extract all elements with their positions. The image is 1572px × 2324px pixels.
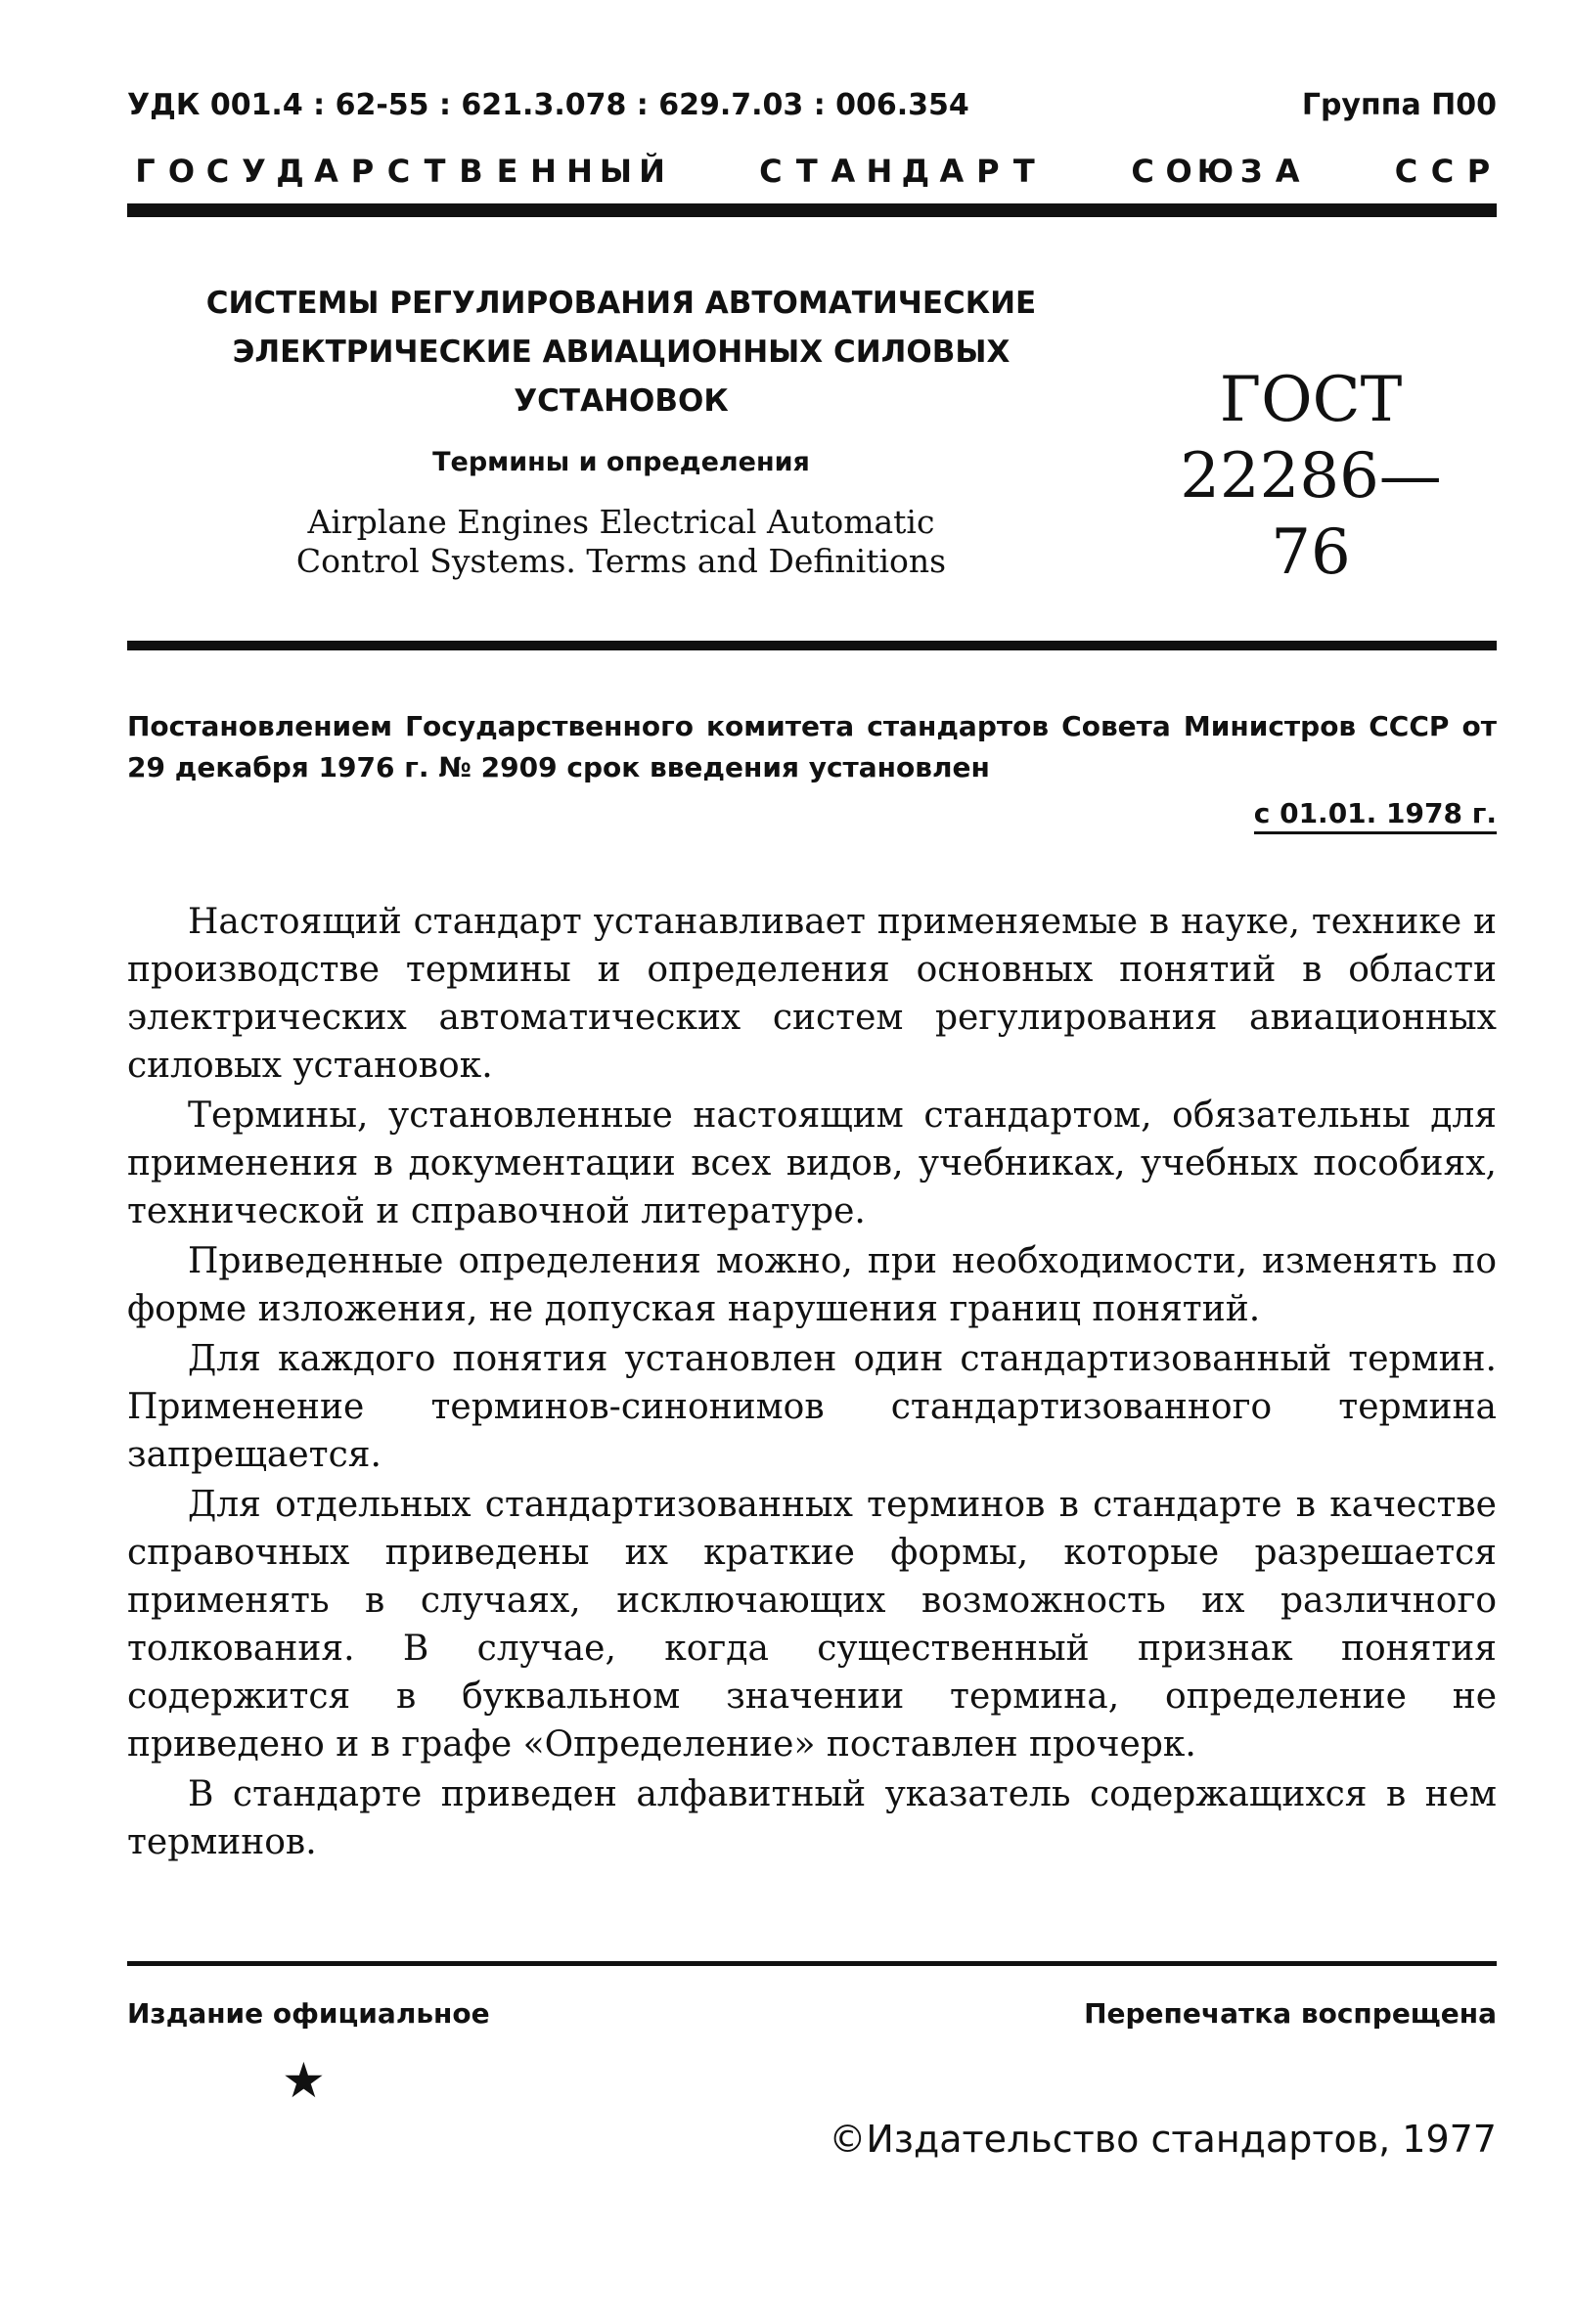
top-rule xyxy=(127,203,1497,217)
publisher-copyright: ©Издательство стандартов, 1977 xyxy=(829,2118,1497,2161)
state-standard-banner xyxy=(127,153,1497,190)
group-code: Группа П00 xyxy=(1301,88,1497,122)
title-en-line2: Control Systems. Terms and Definitions xyxy=(295,542,947,580)
official-edition-label: Издание официальное xyxy=(127,1997,490,2030)
paragraph: Термины, установленные настоящим стандартом, обязательны для применения в документации всех видов, учебниках, учебных пособиях, технической и справочной литературе. xyxy=(127,1095,1497,1231)
title-ru-line3: УСТАНОВОК xyxy=(514,383,729,419)
paragraph: Приведенные определения можно, при необходимости, изменять по форме изложения, не допуская нарушения границ понятий. xyxy=(127,1241,1497,1329)
title-en-line1: Airplane Engines Electrical Automatic xyxy=(307,503,935,541)
header-line xyxy=(127,88,1497,122)
gost-label: ГОСТ xyxy=(1219,364,1403,436)
banner-word-4: С С Р xyxy=(1394,153,1491,190)
title-ru-line2: ЭЛЕКТРИЧЕСКИЕ АВИАЦИОННЫХ СИЛОВЫХ xyxy=(232,335,1011,370)
udc-code: УДК 001.4 : 62-55 : 621.3.078 : 629.7.03 : 006.354 xyxy=(127,88,969,122)
banner-word-3: С О Ю З А xyxy=(1131,153,1300,190)
document-page xyxy=(127,78,1497,2289)
gost-designation xyxy=(1145,362,1477,591)
paragraph: Для каждого понятия установлен один стандартизованный термин. Применение терминов-синонимов стандартизованного термина запрещается. xyxy=(127,1339,1497,1475)
paragraph: В стандарте приведен алфавитный указатель содержащихся в нем терминов. xyxy=(127,1774,1497,1862)
decree-effective-date: с 01.01. 1978 г. xyxy=(1254,797,1497,834)
footer-rule xyxy=(127,1961,1497,1966)
middle-rule xyxy=(127,641,1497,650)
reprint-prohibited-label: Перепечатка воспрещена xyxy=(1084,1997,1497,2030)
paragraph: Настоящий стандарт устанавливает применяемые в науке, технике и производстве термины и определения основных понятий в области электрических автоматических систем регулирования авиационных силовых установок. xyxy=(127,902,1497,1086)
title-ru-line1: СИСТЕМЫ РЕГУЛИРОВАНИЯ АВТОМАТИЧЕСКИЕ xyxy=(205,286,1037,321)
decree-text: Постановлением Государственного комитета стандартов Совета Министров СССР от 29 декабря 1976 г. № 2909 срок введения установлен xyxy=(127,710,1497,783)
title-subtitle: Термины и определения xyxy=(432,447,810,477)
banner-word-2: С Т А Н Д А Р Т xyxy=(759,153,1035,190)
star-icon: ★ xyxy=(282,2052,326,2109)
gost-number: 22286—76 xyxy=(1180,440,1442,589)
title-en xyxy=(166,503,1076,581)
banner-word-1: Г О С У Д А Р С Т В Е Н Н Ы Й xyxy=(135,153,665,190)
footer-row xyxy=(127,1997,1497,2030)
body-text xyxy=(127,898,1497,1868)
paragraph: Для отдельных стандартизованных терминов в стандарте в качестве справочных приведены их краткие формы, которые разрешается применять в случаях, исключающих возможность их различного толкования. В случае, когда существенный признак понятия содержится в буквальном значении термина, определение не приведено и в графе «Определение» поставлен прочерк. xyxy=(127,1485,1497,1765)
title-block xyxy=(166,279,1076,581)
